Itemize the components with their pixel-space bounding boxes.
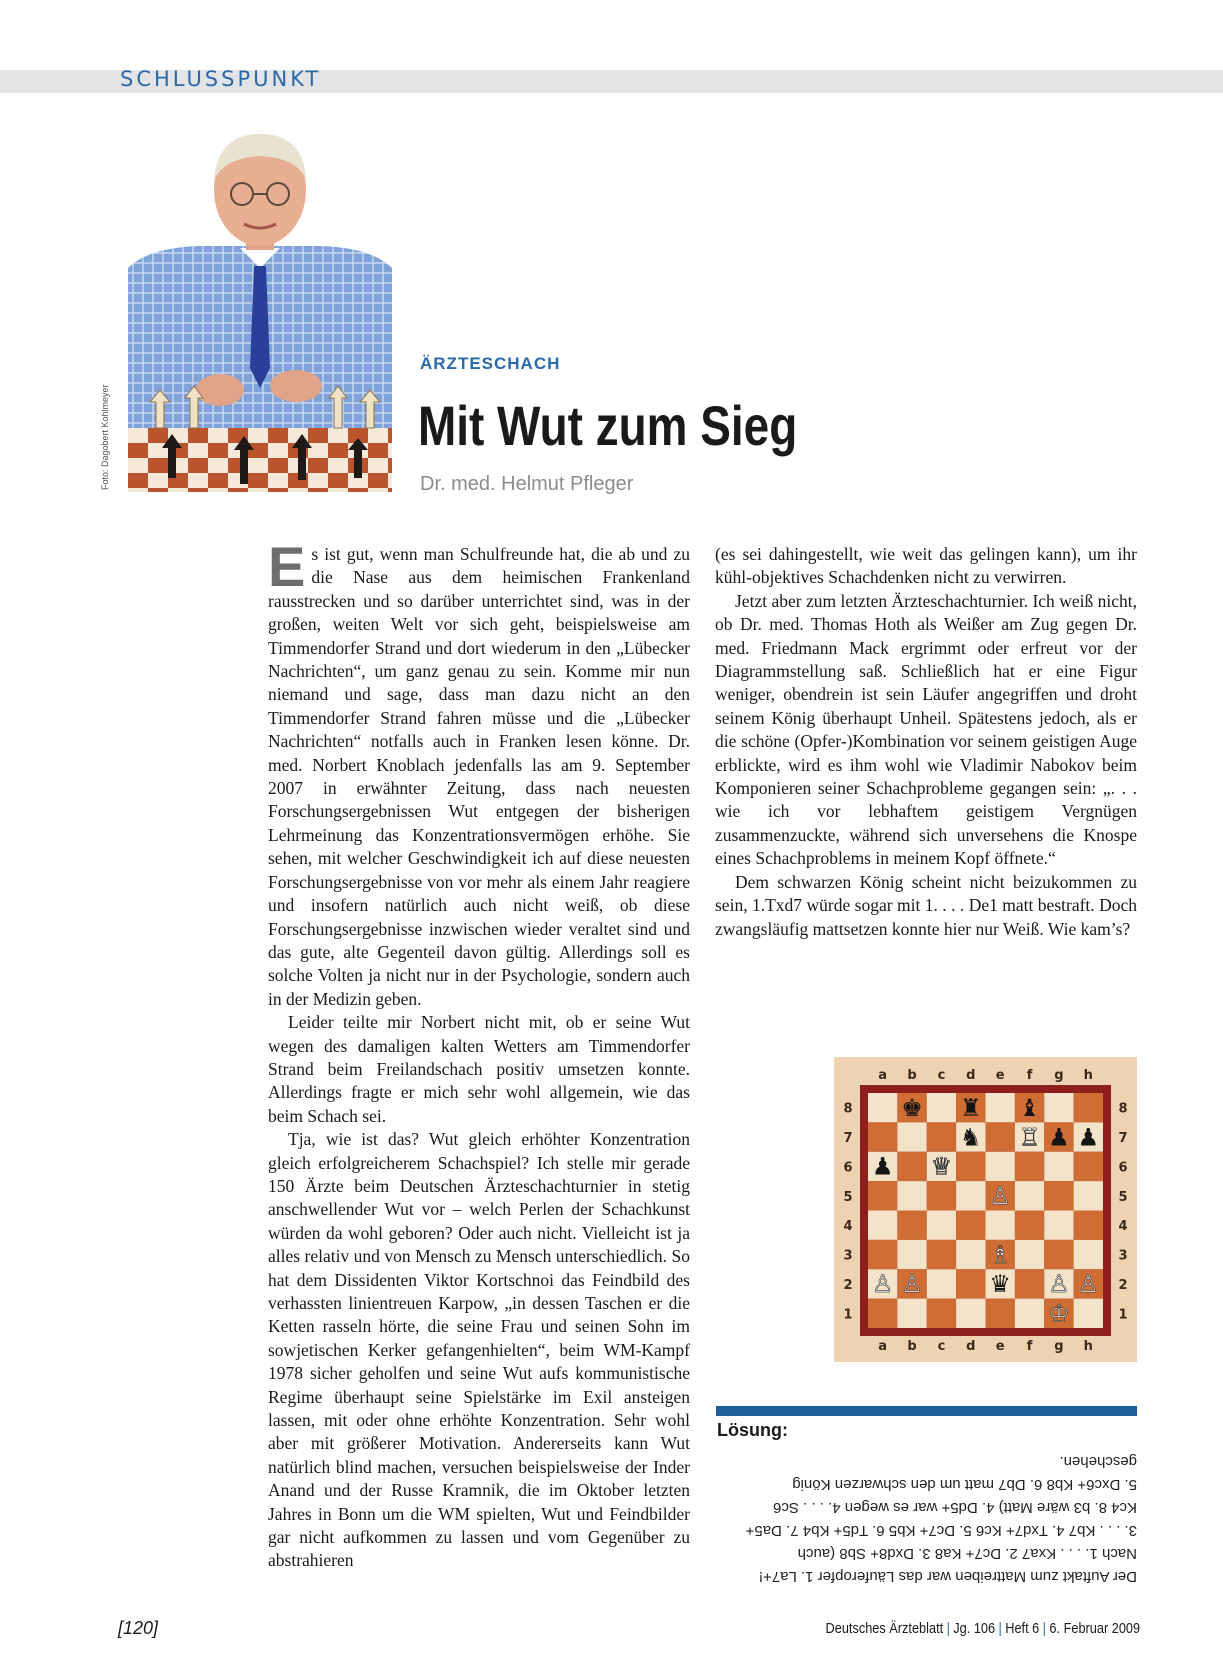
black-rook-icon: ♜ (960, 1093, 982, 1122)
white-pawn-icon: ♙ (901, 1270, 923, 1299)
white-king-icon: ♔ (1048, 1299, 1070, 1328)
file-label: b (907, 1068, 917, 1083)
solution-line: Kc4 8. b3 wäre Matt) 4. Dd5+ war es wegen 4. . . . Sc6 (773, 1499, 1137, 1516)
journal-issue: Heft 6 (1005, 1620, 1040, 1637)
file-label: e (995, 1339, 1005, 1354)
file-label: a (878, 1068, 888, 1083)
paragraph: Dem schwarzen König scheint nicht beizukommen zu sein, 1.Txd7 würde sogar mit 1. . . . De1 matt bestraft. Doch zwangsläufig mattsetzen konnte hier nur Weiß. Wie kam’s? (715, 871, 1137, 939)
board-square (956, 1152, 985, 1181)
board-square (897, 1240, 926, 1269)
file-label: h (1083, 1339, 1093, 1354)
board-square (1015, 1299, 1044, 1328)
board-square (927, 1093, 956, 1122)
board-square (868, 1122, 897, 1151)
paragraph: Jetzt aber zum letzten Ärzteschachturnier. Ich weiß nicht, ob Dr. med. Thomas Hoth als Weißer am Zug gegen Dr. med. Friedmann Mack ergrimmt oder erfreut vor der Diagrammstellung saß. Schließlich hat er eine Figur weniger, obendrein ist sein Läufer angegriffen und droht seinem König überhaupt Unheil. Spätestens jedoch, als er die schöne (Opfer-)Kombination vor seinem geistigen Auge erblickte, wird es ihm wohl wie Vladimir Nabokov beim Komponieren seiner Schachprobleme gegangen sein: „. . . wie ich vor lebhaftem geistigem Vergnügen zusammenzuckte, während sich unversehens die Knospe eines Schachproblems in meinem Kopf öffnete.“ (715, 590, 1137, 869)
black-queen-icon: ♛ (989, 1270, 1011, 1299)
rank-label: 5 (843, 1189, 853, 1205)
journal-volume: Jg. 106 (953, 1620, 995, 1637)
paragraph: Leider teilte mir Norbert nicht mit, ob er seine Wut wegen des damaligen kalten Wetters am Timmendorfer Strand beim Freilandschach positiv umsetzen konnte. Allerdings fragte er mich sehr wohl allgemein, wie das beim Schach sei. (268, 1012, 690, 1126)
board-square (927, 1269, 956, 1298)
article-kicker: ÄRZTESCHACH (420, 354, 561, 373)
board-square (986, 1122, 1015, 1151)
board-square (1044, 1211, 1073, 1240)
board-square (927, 1240, 956, 1269)
rank-label: 1 (1118, 1307, 1128, 1323)
solution-text (717, 1450, 1137, 1588)
board-square (986, 1093, 1015, 1122)
board-square (1015, 1211, 1044, 1240)
board-square (1074, 1240, 1103, 1269)
board-square (986, 1299, 1015, 1328)
file-label: h (1083, 1068, 1093, 1083)
article-column-left (268, 535, 690, 1573)
rank-label: 5 (1118, 1189, 1128, 1205)
board-square (956, 1299, 985, 1328)
white-pawn-icon: ♙ (1077, 1270, 1100, 1299)
article-author: Dr. med. Helmut Pfleger (420, 473, 634, 495)
board-square (868, 1211, 897, 1240)
paragraph: Tja, wie ist das? Wut gleich erhöhter Konzentration gleich erfolgreicherem Schachspiel? Ich stelle mir gerade 150 Ärzte beim Deutschen Ärzteschachturnier in stetig anschwellender Wut vor – welch Perlen der Schachkunst würden da wohl geboren? Oder auch nicht. Vielleicht ist ja alles relativ und von Mensch zu Mensch unterschiedlich. So hat dem Dissidenten Viktor Kortschnoi das Feindbild des verhassten linientreuen Karpow, „in dessen Taschen er die Ketten rasseln hörte, die seine Frau und seinen Sohn im sowjetischen Kerker gefangenhielten“, beim WM-Kampf 1978 sicher geholfen und seine Wut aufs kommunistische Regime überhaupt seine Spielstärke im Exil ansteigen lassen, mit oder ohne erhöhte Konzentration. Sehr wohl aber mit größerer Motivation. Andererseits kann Wut natürlich blind machen, versuchen beispielsweise der Inder Anand und der Russe Kramnik, die im Oktober letzten Jahres in Bonn um die WM spielten, Wut und Feindbilder gar nicht aufkommen zu lassen und vom Gegenüber zu abstrahieren (268, 1129, 690, 1571)
white-rook-icon: ♖ (1018, 1123, 1041, 1152)
file-label: f (1026, 1068, 1033, 1083)
white-queen-icon: ♕ (930, 1152, 953, 1181)
rank-label: 8 (843, 1101, 853, 1117)
rank-label: 1 (843, 1307, 853, 1323)
board-square (897, 1122, 926, 1151)
white-pawn-icon: ♙ (989, 1182, 1011, 1211)
page-number: [120] (118, 1618, 159, 1638)
photo-credit: Foto: Dagobert Kohlmeyer (100, 384, 110, 490)
file-label: f (1026, 1339, 1033, 1354)
file-label: e (995, 1068, 1005, 1083)
black-bishop-icon: ♝ (1018, 1093, 1041, 1122)
rank-label: 6 (843, 1160, 853, 1176)
board-square (1074, 1152, 1103, 1181)
black-knight-icon: ♞ (960, 1123, 982, 1152)
board-square (897, 1299, 926, 1328)
article-title: Mit Wut zum Sieg (418, 394, 798, 457)
board-square (868, 1093, 897, 1122)
journal-name: Deutsches Ärzteblatt (825, 1620, 944, 1637)
board-square (897, 1211, 926, 1240)
file-label: b (907, 1339, 917, 1354)
chess-diagram (834, 1057, 1137, 1362)
rank-label: 3 (843, 1248, 853, 1264)
white-pawn-icon: ♙ (871, 1270, 894, 1299)
solution-bar (716, 1406, 1137, 1416)
solution-line: Der Auftakt zum Mattreiben war das Läuferopfer 1. La7+! (758, 1568, 1137, 1585)
drop-cap: E (268, 535, 306, 598)
file-label: c (937, 1339, 946, 1354)
board-square (1044, 1181, 1073, 1210)
board-square (927, 1122, 956, 1151)
journal-date: 6. Februar 2009 (1049, 1620, 1140, 1637)
rank-label: 7 (843, 1131, 853, 1147)
black-pawn-icon: ♟ (1048, 1123, 1070, 1152)
rank-label: 6 (1118, 1160, 1128, 1176)
board-square (1074, 1181, 1103, 1210)
board-square (1044, 1152, 1073, 1181)
board-square (868, 1299, 897, 1328)
rank-label: 8 (1118, 1101, 1128, 1117)
board-square (956, 1211, 985, 1240)
board-square (1015, 1181, 1044, 1210)
board-square (1015, 1269, 1044, 1298)
board-square (927, 1299, 956, 1328)
solution-line: Nach 1. . . . Kxa7 2. Dc7+ Ka8 3. Dxd8+ Sb8 (auch (797, 1545, 1137, 1562)
board-square (1015, 1152, 1044, 1181)
board-square (986, 1211, 1015, 1240)
file-label: g (1054, 1339, 1064, 1354)
journal-footer: Deutsches Ärzteblatt | Jg. 106 | Heft 6 | 6. Februar 2009 (825, 1620, 1140, 1637)
file-label: c (937, 1068, 946, 1083)
white-bishop-icon: ♗ (989, 1240, 1011, 1269)
black-pawn-icon: ♟ (1077, 1123, 1100, 1152)
solution-line: 5. Dxc6+ Kb8 6. Db7 matt um den schwarzen König geschehen. (792, 1453, 1137, 1493)
article-column-right (715, 543, 1137, 941)
white-pawn-icon: ♙ (1048, 1270, 1070, 1299)
solution-line: 3. . . . Kb7 4. Txd7+ Kc6 5. Dc7+ Kb5 6. Td5+ Kb4 7. Da5+ (745, 1522, 1137, 1539)
board-square (927, 1211, 956, 1240)
board-square (868, 1181, 897, 1210)
board-square (927, 1181, 956, 1210)
board-square (1074, 1093, 1103, 1122)
rank-label: 2 (843, 1277, 853, 1293)
file-label: d (966, 1339, 976, 1354)
board-square (897, 1152, 926, 1181)
rank-label: 2 (1118, 1277, 1128, 1293)
board-square (1074, 1299, 1103, 1328)
solution-heading: Lösung: (717, 1420, 788, 1440)
file-label: g (1054, 1068, 1064, 1083)
rank-label: 4 (843, 1219, 853, 1235)
board-square (1044, 1240, 1073, 1269)
file-label: d (966, 1068, 976, 1083)
section-label: SCHLUSSPUNKT (120, 67, 322, 91)
paragraph: (es sei dahingestellt, wie weit das gelingen kann), um ihr kühl-objektives Schachdenken nicht zu verwirren. (715, 544, 1137, 588)
paragraph: Es ist gut, wenn man Schulfreunde hat, die ab und zu die Nase aus dem heimischen Frankenland rausstrecken und so darüber unterrichtet sind, was in der großen, weiten Welt vor sich geht, beispielsweise am Timmendorfer Strand und dort wiederum in den „Lübecker Nachrichten“, um ganz genau zu sein. Komme mir nun niemand und sage, dass man dazu nicht an den Timmendorfer Strand fahren müsse und die „Lübecker Nachrichten“ notfalls auch in Franken lesen könne. Dr. med. Norbert Knoblach jedenfalls las am 9. September 2007 in erwähnter Zeitung, dass nach neuesten Forschungsergebnissen Wut entgegen der bisherigen Lehrmeinung das Konzentrationsvermögen erhöhe. Sie sehen, mit welcher Geschwindigkeit ich auf diese neuesten Forschungsergebnisse von vor mehr als einem Jahr reagiere und insofern natürlich auch nicht weiß, ob diese Forschungsergebnisse inzwischen wieder veraltet sind und das gute, alte Gegenteil davon gültig. Allerdings soll es solche Volten ja nicht nur in der Psychologie, sondern auch in der Medizin geben. (268, 535, 690, 1009)
board-square (1044, 1093, 1073, 1122)
board-square (897, 1181, 926, 1210)
file-label: a (878, 1339, 888, 1354)
board-square (1015, 1240, 1044, 1269)
rank-label: 7 (1118, 1131, 1128, 1147)
board-square (956, 1181, 985, 1210)
black-king-icon: ♚ (901, 1093, 923, 1122)
board-square (1074, 1211, 1103, 1240)
board-square (956, 1240, 985, 1269)
board-square (868, 1240, 897, 1269)
rank-label: 3 (1118, 1248, 1128, 1264)
portrait-photo (128, 128, 392, 492)
black-pawn-icon: ♟ (871, 1152, 894, 1181)
rank-label: 4 (1118, 1219, 1128, 1235)
board-square (986, 1152, 1015, 1181)
board-square (956, 1269, 985, 1298)
